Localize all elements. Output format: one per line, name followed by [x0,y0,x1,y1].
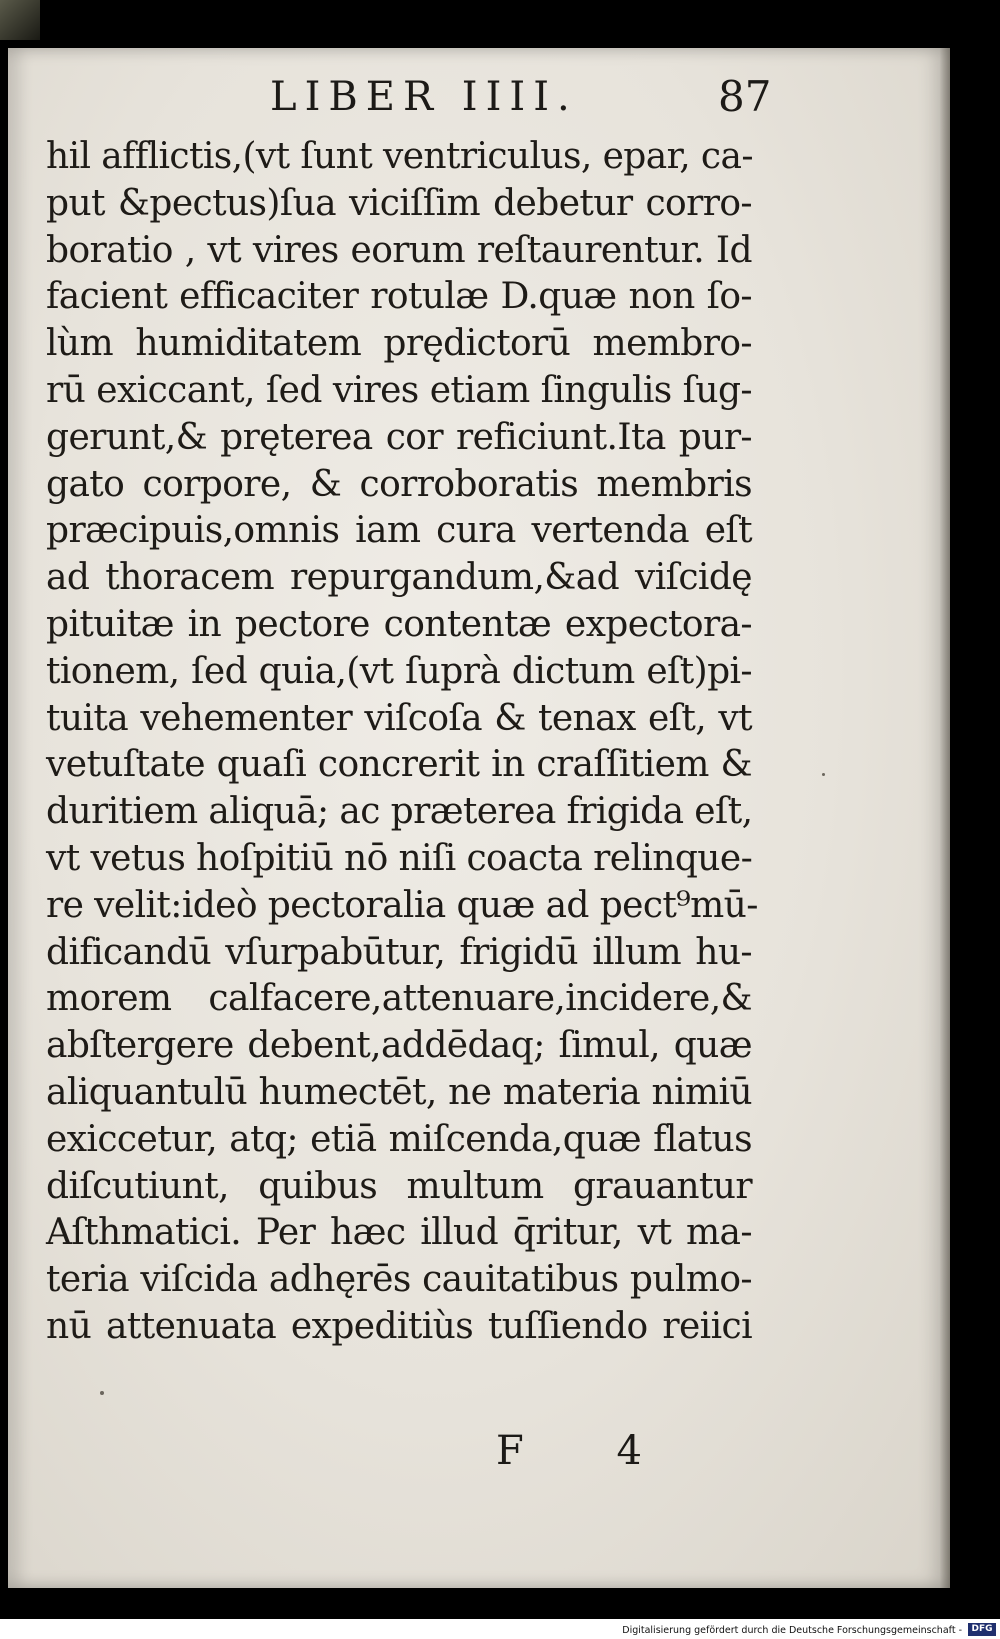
text-line: abſtergere debent,addēdaq; ſimul, quæ [46,1025,752,1067]
text-line: pituitæ in pectore contentæ expectora- [46,603,752,645]
text-line: lùm humiditatem prędictorū membro- [46,323,752,365]
text-line: gerunt,& pręterea cor reficiunt.Ita pur- [46,416,752,458]
text-line: aliquantulū humectēt, ne materia nimiū [46,1071,752,1113]
text-line: hil afflictis,(vt ſunt ventriculus, epar, ca- [46,136,753,177]
digitization-credit: Digitalisierung gefördert durch die Deutsche Forschungsgemeinschaft - [622,1625,962,1636]
footer-bar [0,1619,1000,1639]
text-line: rū exiccant, ſed vires etiam ſingulis ſug- [46,369,752,411]
body-text [46,134,758,1351]
text-line: put &pectus)ſua viciſſim debetur corro- [46,182,752,224]
scan-corner-mark [0,0,40,40]
running-head: LIBER IIII. [270,74,578,120]
book-page [8,48,950,1588]
text-line: diſcutiunt, quibus multum grauantur [46,1165,752,1207]
text-line: tuita vehementer viſcoſa & tenax eſt, vt [46,697,752,739]
dfg-logo: DFG [968,1623,996,1636]
text-line: re velit:ideò pectoralia quæ ad pect⁹mū- [46,884,758,926]
text-line: ad thoracem repurgandum,&ad viſcidę [46,557,752,599]
paper-speck [100,1391,104,1395]
text-line: Aſthmatici. Per hæc illud q̄ritur, vt ma- [46,1212,752,1254]
text-line: gato corpore, & corroboratis membris [46,463,752,505]
text-line: nū attenuata expeditiùs tuſſiendo reiici [46,1305,752,1347]
text-line: vetuſtate quaſi concrerit in craſſitiem & [46,744,752,786]
signature-mark: F 4 [496,1428,682,1474]
text-line: vt vetus hoſpitiū nō niſi coacta relinque- [46,837,753,879]
text-line: dificandū vſurpabūtur, frigidū illum hu- [46,931,752,973]
text-line: præcipuis,omnis iam cura vertenda eſt [46,510,752,552]
text-line: duritiem aliquā; ac præterea frigida eſt, [46,791,753,833]
text-line: tionem, ſed quia,(vt ſuprà dictum eſt)pi- [46,650,752,692]
paper-speck [822,773,825,776]
text-line: exiccetur, atq; etiā miſcenda,quæ flatus [46,1118,752,1160]
text-line: teria viſcida adhęrēs cauitatibus pulmo- [46,1259,752,1301]
page-number: 87 [718,72,772,121]
text-line: morem calfacere,attenuare,incidere,& [46,978,752,1020]
page-edge-shadow [940,48,950,1588]
text-line: facient efficaciter rotulæ D.quæ non ſo- [46,276,752,318]
text-line: boratio , vt vires eorum reſtaurentur. Id [46,229,752,271]
